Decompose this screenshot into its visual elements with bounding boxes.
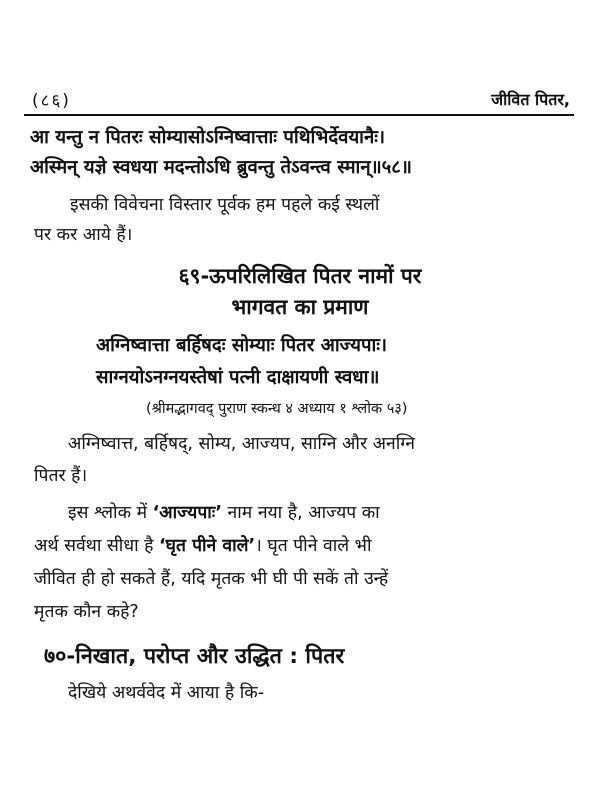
paragraph-2-line-2: पितर हैं। [34,466,88,486]
citation: (श्रीमद्भागवद् पुराण स्कन्ध ४ अध्याय १ श्लोक ५३) [146,401,408,417]
verse-2-line-2: साग्नयोऽनग्नयस्तेषां पत्नी दाक्षायणी स्वधा॥ [96,367,380,388]
term-ajyapa: ‘आज्यपाः’ [152,503,222,523]
paragraph-2-line-1: अग्निष्वात्त, बर्हिषद्, सोम्य, आज्यप, साग्नि और अनग्नि [68,434,415,454]
page-number: (८६) [32,91,71,111]
paragraph-3-line-1-end: नाम नया है, आज्यप का [221,503,380,523]
paragraph-3-line-2 [34,533,600,557]
paragraph-4: देखिये अथर्ववेद में आया है कि- [68,683,265,703]
paragraph-1-line-1: इसकी विवेचना विस्तार पूर्वक हम पहले कई स्थलों [70,195,380,215]
paragraph-3-line-4: मृतक कौन कहे? [34,602,139,622]
paragraph-3-line-2-start: अर्थ सर्वथा सीधा है [34,536,160,556]
paragraph-3-line-3: जीवित ही हो सकते हैं, यदि मृतक भी घी पी सकें तो उन्हें [34,569,389,589]
section-70-heading: ७०-निखात, परोप्त और उद्धित : पितर [44,644,345,669]
running-title: जीवित पितर, [491,90,570,109]
verse-1-line-2: अस्मिन् यज्ञे स्वधया मदन्तोऽधि ब्रुवन्तु तेऽवन्त्व स्मान्॥५८॥ [30,157,412,178]
paragraph-3-line-1 [68,500,600,524]
paragraph-3-line-2-end: । घृत पीने वाले भी [255,536,372,556]
term-ghrit-peene-wale: ‘घृत पीने वाले’ [159,536,256,556]
paragraph-3-line-1-start: इस श्लोक में [68,503,153,523]
paragraph-1-line-2: पर कर आये हैं। [34,225,133,245]
section-69-heading-line-1: ६९-ऊपरिलिखित पितर नामों पर [178,264,422,288]
verse-2-line-1: अग्निष्वात्ता बर्हिषदः सोम्याः पितर आज्यपाः। [96,335,387,356]
verse-1-line-1: आ यन्तु न पितरः सोम्यासोऽग्निष्वात्ताः पथिभिर्देवयानैः। [30,127,385,148]
page-header [24,88,574,116]
section-69-heading-line-2: भागवत का प्रमाण [231,295,369,319]
